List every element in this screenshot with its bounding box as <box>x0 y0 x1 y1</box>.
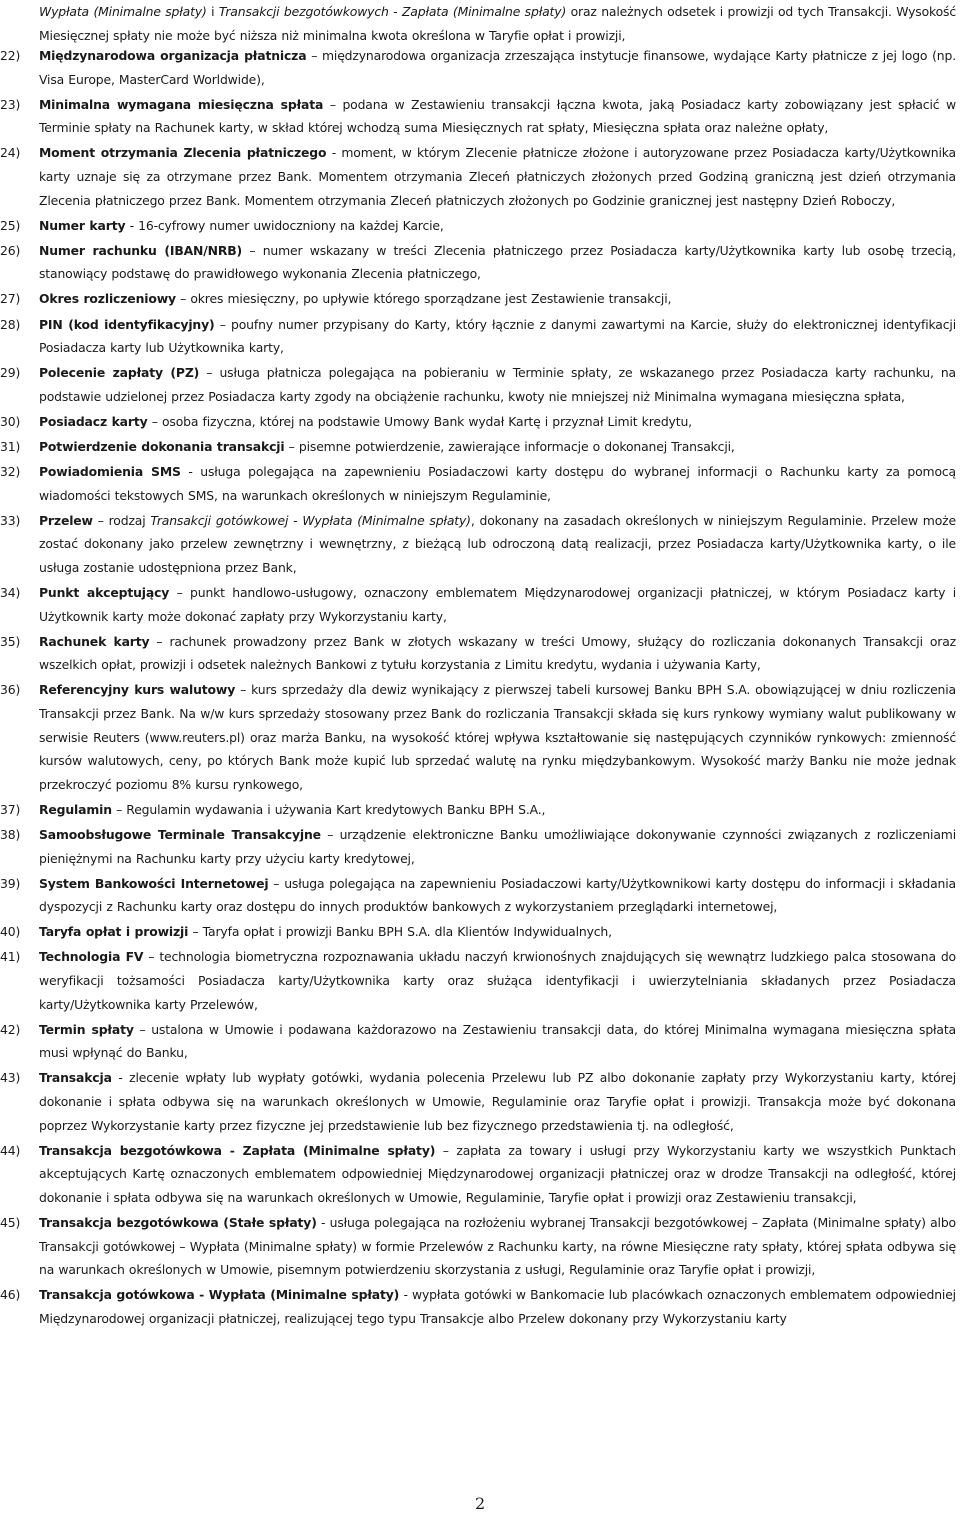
term-label: Punkt akceptujący <box>39 585 170 601</box>
item-number: 43) <box>0 1070 21 1086</box>
term-label: Minimalna wymagana miesięczna spłata <box>39 96 324 112</box>
definition-text: – technologia biometryczna rozpoznawania układu naczyń krwionośnych znajdujących się wewnątrz ludzkiego palca stosowana do weryfikacji tożsamości Posiadacza karty/Użytkownika karty oraz służąca identyfikacji i uwierzytelniania składanych przez Posiadacza karty/Użytkownika karty Przelewów, <box>39 949 956 1012</box>
definition-text: – numer wskazany w treści Zlecenia płatniczego przez Posiadacza karty/Użytkownika karty lub osobę trzecią, stanowiący podstawę do prawidłowego wykonania Zlecenia płatniczego, <box>39 242 956 282</box>
definition-text: – kurs sprzedaży dla dewiz wynikający z pierwszej tabeli kursowej Banku BPH S.A. obowiązującej w dniu rozliczenia Transakcji przez Bank. Na w/w kurs sprzedaży stosowany przez Bank do rozliczania Transakcji składa się kurs rynkowy wymiany walut publikowany w serwisie Reuters (www.reuters.pl) oraz marża Banku, na wysokość której wpływa kształtowanie się następujących czynników rynkowych: zmienność kursów walutowych, ceny, po których Bank może kupić lub sprzedać walutę na rynku międzybankowym. Wysokość marży Banku nie może jednak przekroczyć poziomu 8% kursu rynkowego, <box>39 682 956 792</box>
list-item <box>0 1211 956 1282</box>
term-label: Taryfa opłat i prowizji <box>39 924 189 940</box>
item-number: 31) <box>0 439 21 454</box>
term-label: Przelew <box>39 512 93 528</box>
list-item <box>0 410 956 434</box>
item-number: 46) <box>0 1287 21 1303</box>
definition-text: oraz należnych odsetek i prowizji od tych Transakcji. Wysokość Miesięcznej spłaty nie może być niższa niż minimalna kwota określona w Taryfie opłat i prowizji, <box>39 4 957 43</box>
page-number: 2 <box>474 1494 486 1513</box>
list-item <box>0 93 956 140</box>
item-number: 26) <box>0 242 21 258</box>
term-label: Międzynarodowa organizacja płatnicza <box>39 48 307 63</box>
item-number: 37) <box>0 801 21 817</box>
list-item <box>0 920 956 944</box>
term-label: Okres rozliczeniowy <box>39 291 176 307</box>
definition-text: – rachunek prowadzony przez Bank w złotych wskazany w treści Umowy, służący do rozliczania dokonanych Transakcji oraz wszelkich opłat, prowizji i odsetek należnych Bankowi z tytułu korzystania z Limitu kredytu, wydania i używania Karty, <box>39 633 957 673</box>
definition-text: – zapłata za towary i usługi przy Wykorzystaniu karty we wszystkich Punktach akceptujących Kartę oznaczonych emblematem odpowiedniej Międzynarodowej organizacji płatniczej oraz w drodze Transakcji na odległość, której dokonanie i spłata odbywa się na warunkach określonych w Umowie, Regulaminie, Taryfie opłat i prowizji oraz Zestawieniu transakcji, <box>39 1142 956 1205</box>
term-label: Numer karty <box>39 217 126 233</box>
term-label: Transakcja bezgotówkowa - Zapłata (Minimalne spłaty) <box>39 1142 436 1158</box>
item-number: 32) <box>0 464 21 480</box>
italic-text: Wypłata (Minimalne spłaty) <box>39 4 207 19</box>
item-number: 22) <box>0 48 21 63</box>
term-label: Polecenie zapłaty (PZ) <box>39 365 200 381</box>
term-label: Moment otrzymania Zlecenia płatniczego <box>39 145 327 161</box>
term-label: Samoobsługowe Terminale Transakcyjne <box>39 827 321 842</box>
definition-text: – ustalona w Umowie i podawana każdorazowo na Zestawieniu transakcji data, do której Minimalna wymagana miesięczna spłata musi wpłynąć do Banku, <box>39 1021 956 1061</box>
item-number: 44) <box>0 1142 21 1158</box>
term-label: System Bankowości Internetowej <box>39 875 269 891</box>
list-item <box>0 44 956 91</box>
definition-text: - wypłata gotówki w Bankomacie lub placówkach oznaczonych emblematem odpowiedniej Międzynarodowej organizacji płatniczej, realizującej tego typu Transakcje albo Przelew dokonany przy Wykorzystaniu karty <box>39 1287 956 1326</box>
list-item <box>0 1283 956 1330</box>
definition-text: – urządzenie elektroniczne Banku umożliwiające dokonywanie czynności związanych z rozliczeniami pieniężnymi na Rachunku karty przy użyciu karty kredytowej, <box>39 827 956 866</box>
list-item <box>0 460 956 507</box>
list-item <box>0 1139 956 1210</box>
term-label: Rachunek karty <box>39 633 150 649</box>
definitions-list <box>0 44 956 1332</box>
italic-text: Transakcji gotówkowej - Wypłata (Minimalne spłaty) <box>150 512 471 528</box>
term-label: Regulamin <box>39 801 112 817</box>
intro-paragraph <box>39 0 956 47</box>
list-item <box>0 1066 956 1137</box>
definition-text: – usługa polegająca na zapewnieniu Posiadaczowi karty/Użytkownikowi karty dostępu do informacji i składania dyspozycji z Rachunku karty oraz dostępu do innych produktów bankowych z wykorzystaniem przeglądarki internetowej, <box>39 875 956 915</box>
item-number: 30) <box>0 413 21 429</box>
definition-text: - usługa polegająca na zapewnieniu Posiadaczowi karty dostępu do wybranej informacji o Rachunku karty za pomocą wiadomości tekstowych SMS, na warunkach określonych w niniejszym Regulaminie, <box>39 464 956 503</box>
definition-text: – Regulamin wydawania i używania Kart kredytowych Banku BPH S.A., <box>111 801 546 817</box>
list-item <box>0 313 956 360</box>
definition-text: – rodzaj <box>92 512 151 528</box>
list-item <box>0 945 956 1016</box>
term-label: Posiadacz karty <box>39 413 148 429</box>
item-number: 40) <box>0 924 21 940</box>
definition-text: – poufny numer przypisany do Karty, który łącznie z danymi zawartymi na Karcie, służy do elektronicznej identyfikacji Posiadacza karty lub Użytkownika karty, <box>39 316 956 356</box>
item-number: 36) <box>0 682 21 698</box>
item-number: 39) <box>0 875 21 891</box>
item-number: 45) <box>0 1215 21 1230</box>
definition-text: - zlecenie wpłaty lub wypłaty gotówki, wydania polecenia Przelewu lub PZ albo dokonanie zapłaty przy Wykorzystaniu karty, której dokonanie i spłata odbywa się na warunkach określonych w Umowie, Regulaminie oraz Taryfie opłat i prowizji. Transakcja może być dokonana poprzez Wykorzystanie karty przez fizyczne jej przedstawienie lub bez fizycznego przedstawienia tj. na odległość, <box>39 1070 956 1133</box>
item-number: 35) <box>0 633 21 649</box>
definition-text: – usługa płatnicza polegająca na pobieraniu w Terminie spłaty, ze wskazanego przez Posiadacza karty rachunku, na podstawie udzielonej przez Posiadacza karty zgody na obciążenie rachunku, kwoty nie mniejszej niż Minimalna wymagana miesięczna spłata, <box>39 365 956 404</box>
term-label: Referencyjny kurs walutowy <box>39 682 236 698</box>
list-item <box>0 509 956 580</box>
definition-text: – pisemne potwierdzenie, zawierające informacje o dokonanej Transakcji, <box>284 439 735 454</box>
definition-text: - usługa polegająca na rozłożeniu wybranej Transakcji bezgotówkowej – Zapłata (Minimalne spłaty) albo Transakcji gotówkowej – Wypłata (Minimalne spłaty) w formie Przelewów z Rachunku karty, na równe Miesięczne raty spłaty, której spłata odbywa się na warunkach określonych w Umowie, pisemnym potwierdzeniu skorzystania z usługi, Regulaminie oraz Taryfie opłat i prowizji, <box>39 1215 956 1278</box>
list-item <box>0 361 956 408</box>
item-number: 34) <box>0 585 21 601</box>
item-number: 33) <box>0 512 21 528</box>
term-label: Powiadomienia SMS <box>39 464 181 480</box>
item-number: 28) <box>0 316 21 332</box>
list-item <box>0 798 956 822</box>
term-label: Transakcja bezgotówkowa (Stałe spłaty) <box>39 1215 317 1230</box>
list-item <box>0 823 956 870</box>
list-item <box>0 581 956 628</box>
definition-text: - 16-cyfrowy numer uwidoczniony na każdej Karcie, <box>125 217 444 233</box>
list-item <box>0 872 956 919</box>
item-number: 38) <box>0 827 21 842</box>
definition-text: - moment, w którym Zlecenie płatnicze złożone i autoryzowane przez Posiadacza karty/Użytkownika karty uznaje się za otrzymane przez Bank. Momentem otrzymania Zleceń płatniczych złożonych przed Godziną graniczną jest dzień otrzymania Zlecenia płatniczego przez Bank. Momentem otrzymania Zleceń płatniczych złożonych po Godzinie granicznej jest następny Dzień Roboczy, <box>39 145 956 208</box>
list-item <box>0 287 956 311</box>
definition-text: – osoba fizyczna, której na podstawie Umowy Bank wydał Kartę i przyznał Limit kredytu, <box>147 413 692 429</box>
item-number: 27) <box>0 291 21 307</box>
item-number: 29) <box>0 365 21 381</box>
list-item <box>0 141 956 212</box>
term-label: Technologia FV <box>39 949 144 965</box>
term-label: PIN (kod identyfikacyjny) <box>39 316 215 332</box>
term-label: Transakcja gotówkowa - Wypłata (Minimalne spłaty) <box>39 1287 400 1303</box>
list-item <box>0 1018 956 1065</box>
definition-text: i <box>206 4 219 19</box>
term-label: Termin spłaty <box>39 1021 134 1037</box>
list-item <box>0 630 956 677</box>
definition-text: – międzynarodowa organizacja zrzeszająca instytucje finansowe, wydające Karty płatnicze z jej logo (np. Visa Europe, MasterCard Worldwide), <box>39 48 956 87</box>
list-item <box>0 214 956 238</box>
list-item <box>0 435 956 459</box>
item-number: 23) <box>0 96 21 112</box>
definition-text: – okres miesięczny, po upływie którego sporządzane jest Zestawienie transakcji, <box>175 291 672 307</box>
list-item <box>0 678 956 796</box>
item-number: 24) <box>0 145 21 161</box>
list-item <box>0 239 956 286</box>
item-number: 42) <box>0 1021 21 1037</box>
term-label: Potwierdzenie dokonania transakcji <box>39 439 285 454</box>
definition-text: – punkt handlowo-usługowy, oznaczony emblematem Międzynarodowej organizacji płatniczej, w którym Posiadacz karty i Użytkownik karty może dokonać zapłaty przy Wykorzystaniu karty, <box>39 585 956 624</box>
term-label: Transakcja <box>39 1070 112 1086</box>
definition-text: , dokonany na zasadach określonych w niniejszym Regulaminie. Przelew może zostać dokonany jako przelew zewnętrzny i wewnętrzny, z bieżącą lub odroczoną datą realizacji, przez Posiadacza karty/Użytkownika karty, o ile usługa zostanie udostępniona przez Bank, <box>39 512 956 575</box>
definition-text: – podana w Zestawieniu transakcji łączna kwota, jaką Posiadacz karty zobowiązany jest spłacić w Terminie spłaty na Rachunek karty, w skład której wchodzą suma Miesięcznych rat spłaty, Miesięczna spłata oraz należne opłaty, <box>39 96 956 136</box>
term-label: Numer rachunku (IBAN/NRB) <box>39 242 243 258</box>
item-number: 25) <box>0 217 21 233</box>
item-number: 41) <box>0 949 21 965</box>
definition-text: – Taryfa opłat i prowizji Banku BPH S.A. dla Klientów Indywidualnych, <box>188 924 612 940</box>
italic-text: Transakcji bezgotówkowych - Zapłata (Minimalne spłaty) <box>218 4 567 19</box>
